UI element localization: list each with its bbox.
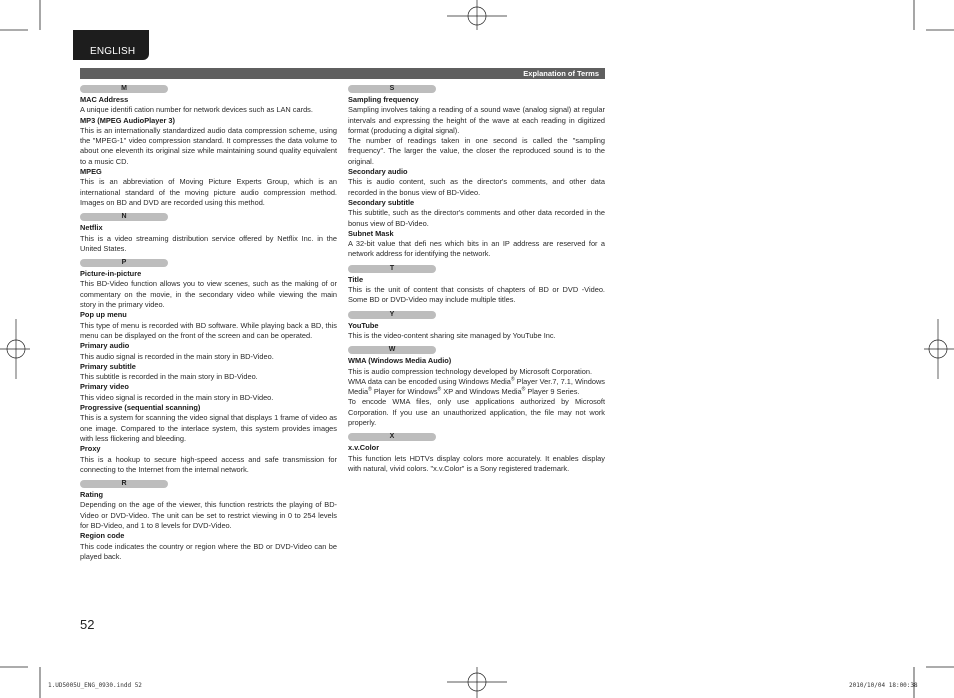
term-text: This is audio compression technology developed by Microsoft Corporation.	[348, 366, 593, 376]
section-header: Explanation of Terms	[80, 68, 605, 79]
term-text: This subtitle, such as the director's comments and other data recorded in the bonus view of BD-Video.	[348, 208, 605, 228]
term-text: The number of readings taken in one second is called the "sampling frequency". The larger the value, the closer the reproduced sound is to the original.	[348, 136, 605, 166]
page-number: 52	[80, 617, 95, 632]
term-title: WMA (Windows Media Audio)	[348, 356, 452, 366]
term-text: This is the video-content sharing site managed by YouTube Inc.	[348, 330, 556, 340]
term-title: Primary video	[80, 382, 129, 392]
term-text: This is a system for scanning the video signal that displays 1 frame of video as one image. Compared to the interlace system, this system provides images with less flickering and bleeding.	[80, 413, 337, 443]
term-title: Title	[348, 274, 364, 284]
term-text: This subtitle is recorded in the main story in BD-Video.	[80, 372, 258, 382]
term-text: A unique identifi cation number for network devices such as LAN cards.	[80, 105, 313, 115]
letter-heading: W	[348, 346, 436, 354]
term-title: Subnet Mask	[348, 228, 394, 238]
term-title: MAC Address	[80, 95, 129, 104]
term-text: This is a video streaming distribution service offered by Netflix Inc. in the United States.	[80, 233, 337, 253]
term-text: This audio signal is recorded in the main story in BD-Video.	[80, 351, 274, 361]
term-title: Netflix	[80, 223, 103, 233]
letter-heading: T	[348, 265, 436, 273]
letter-heading: X	[348, 433, 436, 441]
letter-heading: N	[80, 213, 168, 221]
term-text: This is an internationally standardized audio data compression scheme, using the "MPEG-1" video compression standard. It compresses the data volume to about one eleventh its original size while maintaining sound quality equivalent to a music CD.	[80, 125, 337, 166]
term-title: Primary audio	[80, 341, 130, 351]
term-text: This type of menu is recorded with BD software. While playing back a BD, this menu can be displayed on the front of the screen and can be operated.	[80, 320, 337, 340]
term-text: To encode WMA files, only use applications authorized by Microsoft Corporation. If you use an unauthorized application, the file may not work properly.	[348, 397, 605, 428]
term-title: MP3 (MPEG AudioPlayer 3)	[80, 115, 176, 125]
term-title: Rating	[80, 490, 103, 500]
language-tab	[73, 30, 149, 60]
term-title: Primary subtitle	[80, 361, 136, 371]
term-text: Sampling involves taking a reading of a sound wave (analog signal) at regular intervals and expressing the height of the wave at each reading in digitized format (producing a digital signal).	[348, 105, 605, 135]
term-title: x.v.Color	[348, 443, 380, 453]
letter-heading: R	[80, 480, 168, 488]
term-text: This code indicates the country or region where the BD or DVD-Video can be played back.	[80, 541, 337, 561]
term-text: WMA data can be encoded using Windows Media® Player Ver.7, 7.1, Windows Media® Player for Windows® XP and Windows Media® Player 9 Series.	[348, 376, 605, 397]
letter-heading: S	[348, 85, 436, 93]
footer-timestamp: 2010/10/04 18:00:38	[849, 682, 918, 689]
letter-heading: Y	[348, 311, 436, 319]
term-title: Sampling frequency	[348, 95, 419, 104]
term-text: This is an abbreviation of Moving Picture Experts Group, which is an international standard of the moving picture audio compression method. Images on BD and DVD are recorded using this method.	[80, 177, 337, 207]
term-text: This video signal is recorded in the main story in BD-Video.	[80, 392, 274, 402]
term-title: Pop up menu	[80, 310, 127, 320]
letter-heading: M	[80, 85, 168, 93]
term-text: This is audio content, such as the director's comments, and other data recorded in the bonus view of BD-Video.	[348, 177, 605, 197]
term-text: Depending on the age of the viewer, this function restricts the playing of BD-Video or DVD-Video. The unit can be set to restrict viewing in 0 to 254 levels for BD-Video, and 1 to 8 levels for DVD-Video.	[80, 500, 337, 530]
term-text: A 32-bit value that defi nes which bits in an IP address are reserved for a network address for identifying the network.	[348, 239, 605, 259]
term-text: This BD-Video function allows you to view scenes, such as the making of or commentary on the movie, in the secondary video while viewing the main story in the primary video.	[80, 279, 337, 310]
term-title: YouTube	[348, 320, 379, 330]
term-text: This is the unit of content that consists of chapters of BD or DVD -Video. Some BD or DVD-Video may include multiple titles.	[348, 285, 605, 305]
letter-heading: P	[80, 259, 168, 267]
left-column	[80, 84, 337, 562]
language-tab-label: ENGLISH	[90, 46, 136, 57]
footer-file: 1.UD5005U_ENG_0930.indd 52	[48, 682, 142, 689]
term-title: Secondary subtitle	[348, 197, 415, 207]
term-text: This function lets HDTVs display colors more accurately. It enables display with natural, vivid colors. "x.v.Color" is a Sony registered trademark.	[348, 453, 605, 473]
term-title: MPEG	[80, 167, 102, 177]
term-text: This is a hookup to secure high-speed access and safe transmission for connecting to the Internet from the internal network.	[80, 454, 337, 474]
term-title: Secondary audio	[348, 167, 408, 177]
term-title: Proxy	[80, 444, 101, 454]
term-title: Region code	[80, 531, 125, 541]
right-column	[348, 84, 605, 474]
term-title: Progressive (sequential scanning)	[80, 403, 201, 413]
term-title: Picture-in-picture	[80, 269, 142, 279]
